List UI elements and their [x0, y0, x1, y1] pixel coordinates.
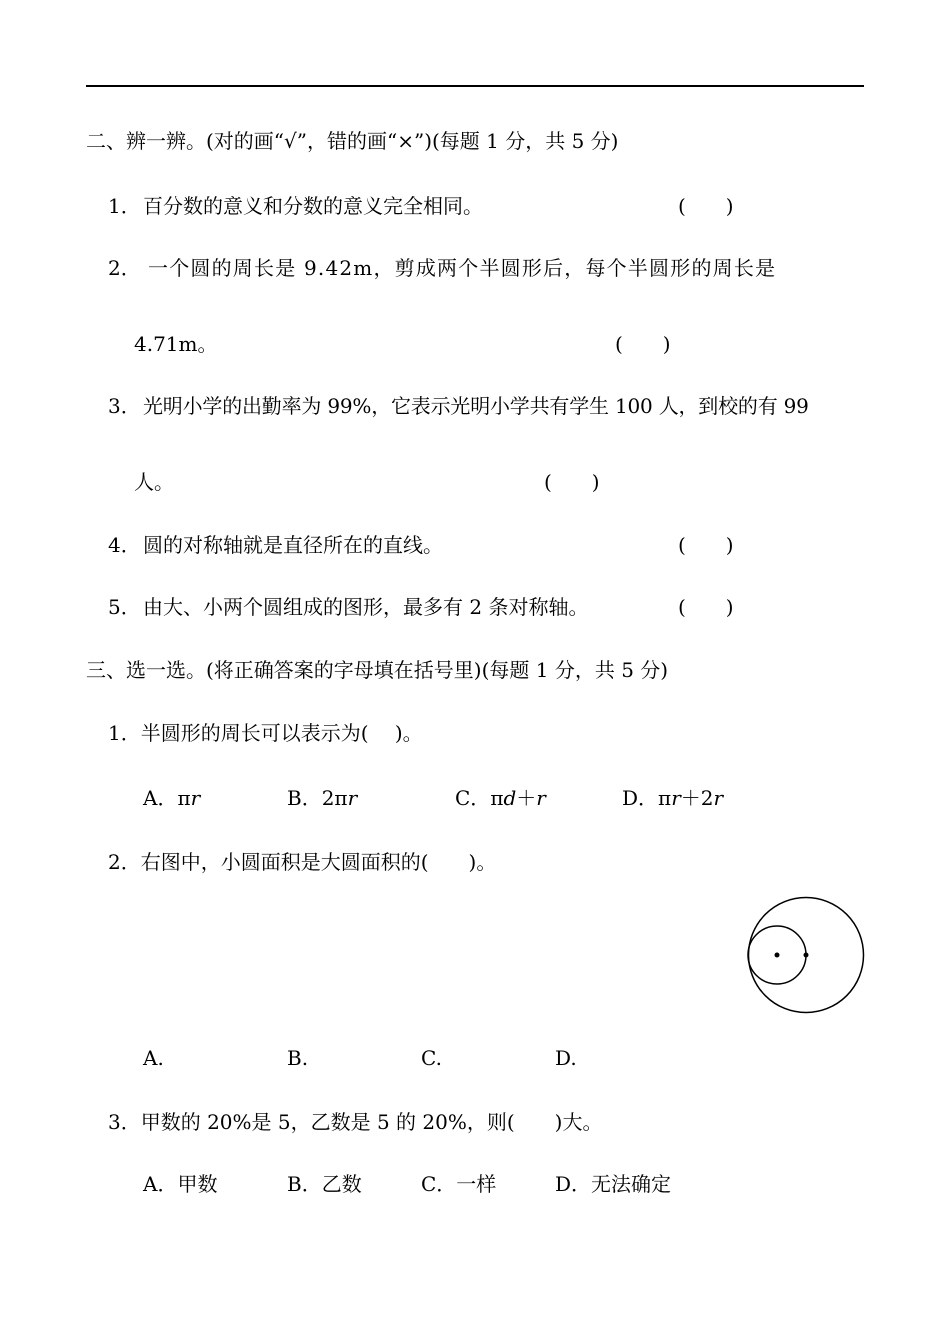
- choice-q2-text: 2．右图中，小圆面积是大圆面积的( )。: [108, 850, 497, 874]
- option-c-var2: r: [536, 786, 546, 810]
- option-d-op: ＋2: [680, 786, 714, 810]
- judge-item-4-answer-blank[interactable]: ( ): [678, 533, 734, 557]
- option-b-coef: 2π: [321, 786, 348, 810]
- option-d-label: D．: [622, 786, 659, 810]
- section2-heading: 二、辨一辨。(对的画“√”，错的画“×”)(每题 1 分，共 5 分): [86, 129, 619, 153]
- option-b-var: r: [347, 786, 358, 810]
- option-c-var1: d: [503, 786, 517, 810]
- judge-item-2-answer-blank[interactable]: ( ): [615, 332, 671, 356]
- judge-item-5-number: 5．: [108, 595, 141, 619]
- option-c-op: ＋: [516, 786, 537, 810]
- judge-item-2-number: 2．: [108, 256, 141, 280]
- option-d-var2: r: [713, 786, 724, 810]
- judge-item-2-text: 一个圆的周长是 9.42m，剪成两个半圆形后，每个半圆形的周长是: [148, 256, 777, 280]
- judge-item-3-text-cont: 人。: [134, 470, 174, 494]
- choice-q2-option-b[interactable]: B.: [287, 1046, 309, 1070]
- choice-q1-text: 1．半圆形的周长可以表示为( )。: [108, 721, 423, 745]
- option-a-label: A．: [143, 786, 178, 810]
- judge-item-5-text: 由大、小两个圆组成的图形，最多有 2 条对称轴。: [143, 595, 589, 619]
- choice-q1-option-d[interactable]: [622, 788, 723, 808]
- judge-item-4-text: 圆的对称轴就是直径所在的直线。: [143, 533, 443, 557]
- option-c-label: C．: [455, 786, 491, 810]
- choice-q2-option-c[interactable]: C.: [421, 1046, 442, 1070]
- section3-heading: 三、选一选。(将正确答案的字母填在括号里)(每题 1 分，共 5 分): [86, 658, 669, 682]
- judge-item-1-text: 百分数的意义和分数的意义完全相同。: [143, 194, 483, 218]
- judge-item-3-text: 光明小学的出勤率为 99%，它表示光明小学共有学生 100 人，到校的有 99: [143, 394, 809, 418]
- option-d-coef: π: [658, 786, 672, 810]
- choice-q3-option-d[interactable]: D．无法确定: [555, 1172, 672, 1196]
- option-c-coef: π: [490, 786, 504, 810]
- option-d-var1: r: [671, 786, 681, 810]
- option-a-coef: π: [177, 786, 191, 810]
- choice-q1-option-b[interactable]: [287, 788, 357, 808]
- choice-q3-text: 3．甲数的 20%是 5，乙数是 5 的 20%，则( )大。: [108, 1110, 603, 1134]
- judge-item-2-text-cont: 4.71m。: [134, 332, 218, 356]
- option-a-var: r: [190, 786, 201, 810]
- choice-q2-option-d[interactable]: D.: [555, 1046, 577, 1070]
- judge-item-4-number: 4．: [108, 533, 141, 557]
- large-circle-center-dot: [804, 953, 809, 958]
- choice-q1-option-c[interactable]: [455, 788, 546, 808]
- choice-q1-option-a[interactable]: [143, 788, 200, 808]
- judge-item-3-answer-blank[interactable]: ( ): [544, 470, 600, 494]
- choice-q3-option-a[interactable]: A．甲数: [143, 1172, 218, 1196]
- option-b-label: B．: [287, 786, 322, 810]
- judge-item-1-number: 1．: [108, 194, 141, 218]
- choice-q3-option-b[interactable]: B．乙数: [287, 1172, 362, 1196]
- judge-item-3-number: 3．: [108, 394, 141, 418]
- small-circle-center-dot: [775, 953, 780, 958]
- top-rule: [86, 85, 864, 87]
- choice-q2-option-a[interactable]: A.: [143, 1046, 164, 1070]
- nested-circles-figure: [745, 895, 867, 1017]
- judge-item-1-answer-blank[interactable]: ( ): [678, 194, 734, 218]
- judge-item-5-answer-blank[interactable]: ( ): [678, 595, 734, 619]
- choice-q3-option-c[interactable]: C．一样: [421, 1172, 497, 1196]
